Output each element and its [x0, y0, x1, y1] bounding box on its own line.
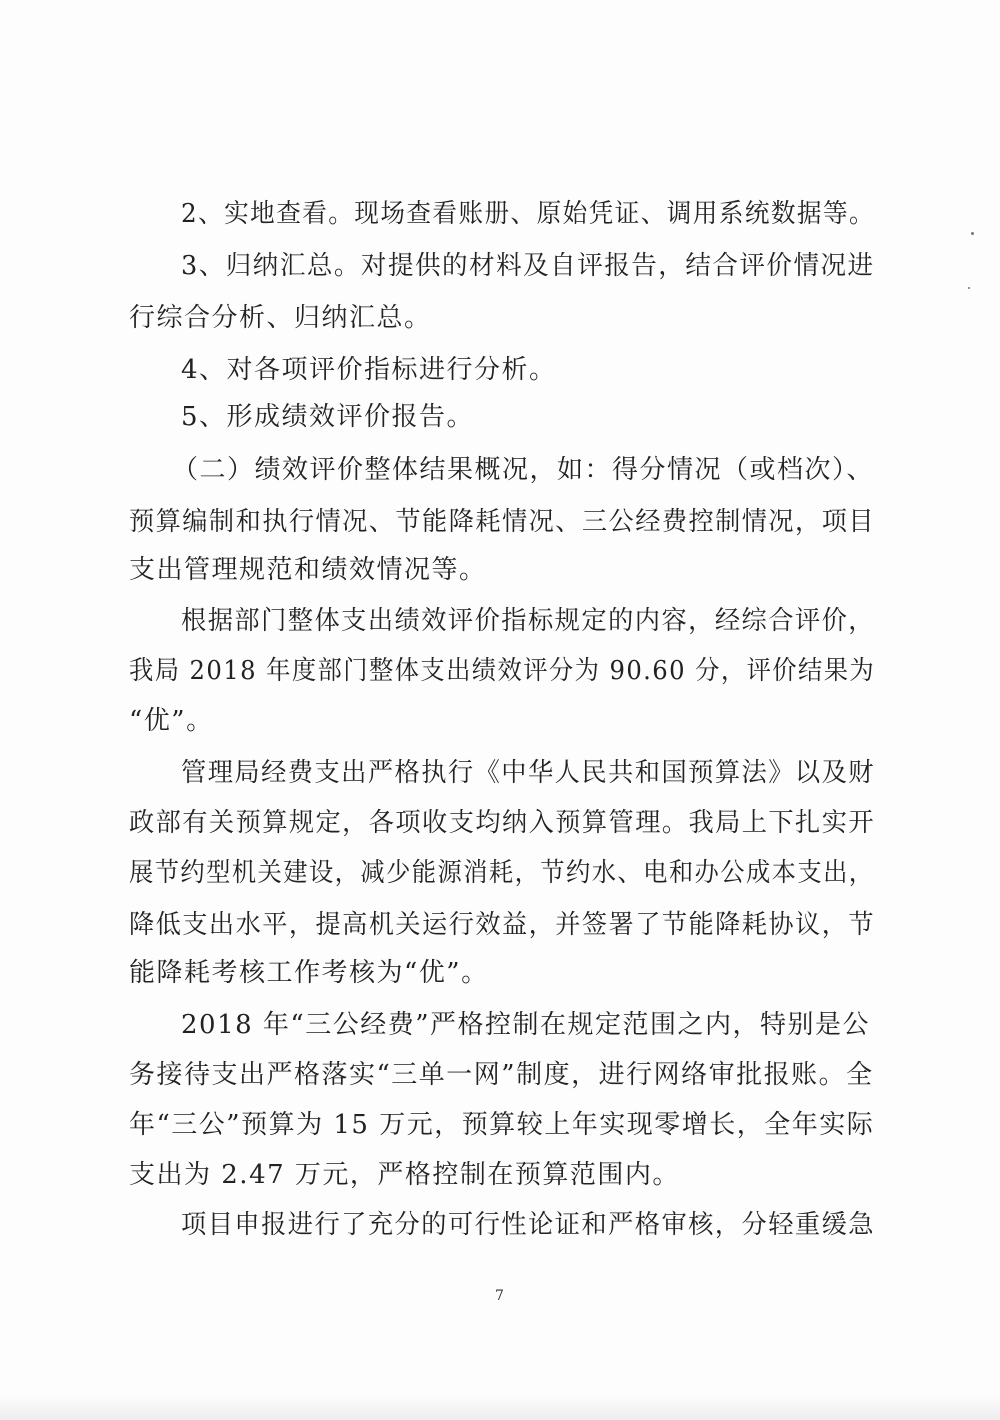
text-line: 根据部门整体支出绩效评价指标规定的内容，经综合评价， [181, 606, 875, 636]
text-line: 项目申报进行了充分的可行性论证和严格审核，分轻重缓急 [181, 1210, 875, 1240]
section-heading: （二）绩效评价整体结果概况，如：得分情况（或档次）、 [172, 455, 875, 485]
text-line: 年“三公”预算为 15 万元，预算较上年实现零增长，全年实际 [129, 1110, 875, 1140]
text-line: 支出为 2.47 万元，严格控制在预算范围内。 [129, 1160, 680, 1190]
text-line: 2018 年“三公经费”严格控制在规定范围之内，特别是公 [181, 1010, 871, 1040]
text-line: 能降耗考核工作考核为“优”。 [129, 958, 489, 988]
text-line: “优”。 [129, 706, 214, 736]
text-line: 4、对各项评价指标进行分析。 [181, 355, 557, 385]
text-line: 管理局经费支出严格执行《中华人民共和国预算法》以及财 [181, 758, 875, 788]
text-line: 3、归纳汇总。对提供的材料及自评报告，结合评价情况进 [181, 251, 875, 281]
text-line: 我局 2018 年度部门整体支出绩效评分为 90.60 分，评价结果为 [129, 656, 876, 686]
text-line: 预算编制和执行情况、节能降耗情况、三公经费控制情况，项目 [129, 507, 875, 537]
text-line: 2、实地查看。现场查看账册、原始凭证、调用系统数据等。 [181, 199, 876, 229]
text-line: 展节约型机关建设，减少能源消耗，节约水、电和办公成本支出， [129, 858, 875, 888]
text-line: 支出管理规范和绩效情况等。 [129, 555, 487, 585]
text-line: 务接待支出严格落实“三单一网”制度，进行网络审批报账。全 [129, 1060, 874, 1090]
scan-speck [971, 232, 974, 235]
page-number: 7 [495, 1288, 504, 1304]
text-line: 降低支出水平，提高机关运行效益，并签署了节能降耗协议，节 [129, 910, 875, 940]
text-line: 5、形成绩效评价报告。 [181, 402, 475, 432]
scan-speck [968, 287, 970, 289]
text-line: 政部有关预算规定，各项收支均纳入预算管理。我局上下扎实开 [129, 808, 875, 838]
scan-edge-shadow [0, 1395, 1000, 1420]
text-line: 行综合分析、归纳汇总。 [129, 303, 432, 333]
